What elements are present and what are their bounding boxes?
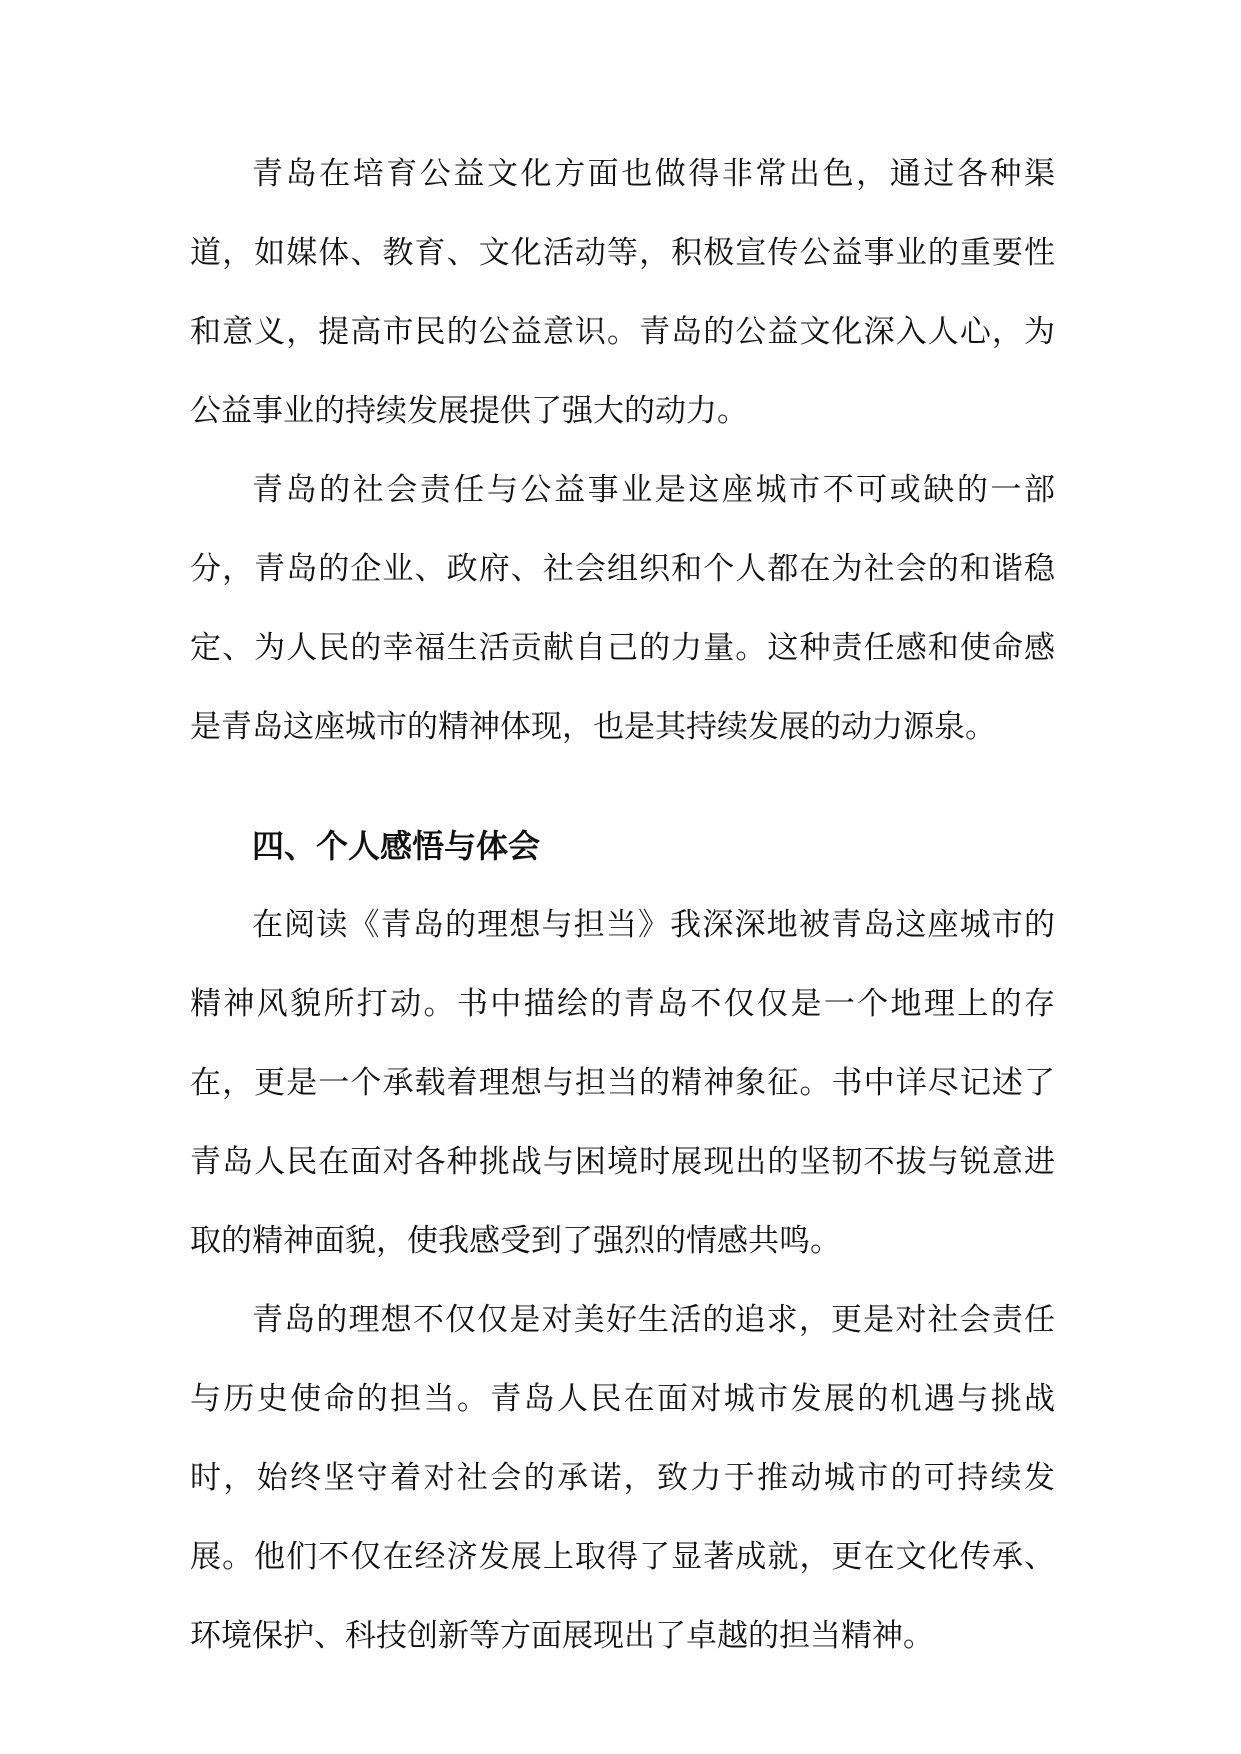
paragraph-social-responsibility: 青岛的社会责任与公益事业是这座城市不可或缺的一部分，青岛的企业、政府、社会组织和个人都在为社会的和谐稳定、为人民的幸福生活贡献自己的力量。这种责任感和使命感是青岛这座城市的精神体现，也是其持续发展的动力源泉。	[190, 472, 1055, 745]
paragraph-public-welfare-culture: 青岛在培育公益文化方面也做得非常出色，通过各种渠道，如媒体、教育、文化活动等，积极宣传公益事业的重要性和意义，提高市民的公益意识。青岛的公益文化深入人心，为公益事业的持续发展提供了强大的动力。	[190, 156, 1055, 429]
section-heading-personal-reflections: 四、个人感悟与体会	[252, 827, 541, 865]
document-body	[190, 135, 1055, 1676]
paragraph-ideals-and-responsibility: 青岛的理想不仅仅是对美好生活的追求，更是对社会责任与历史使命的担当。青岛人民在面对城市发展的机遇与挑战时，始终坚守着对社会的承诺，致力于推动城市的可持续发展。他们不仅在经济发展上取得了显著成就，更在文化传承、环境保护、科技创新等方面展现出了卓越的担当精神。	[190, 1302, 1055, 1654]
paragraph-reading-reflection: 在阅读《青岛的理想与担当》我深深地被青岛这座城市的精神风貌所打动。书中描绘的青岛不仅仅是一个地理上的存在，更是一个承载着理想与担当的精神象征。书中详尽记述了青岛人民在面对各种挑战与困境时展现出的坚韧不拔与锐意进取的精神面貌，使我感受到了强烈的情感共鸣。	[190, 907, 1055, 1259]
